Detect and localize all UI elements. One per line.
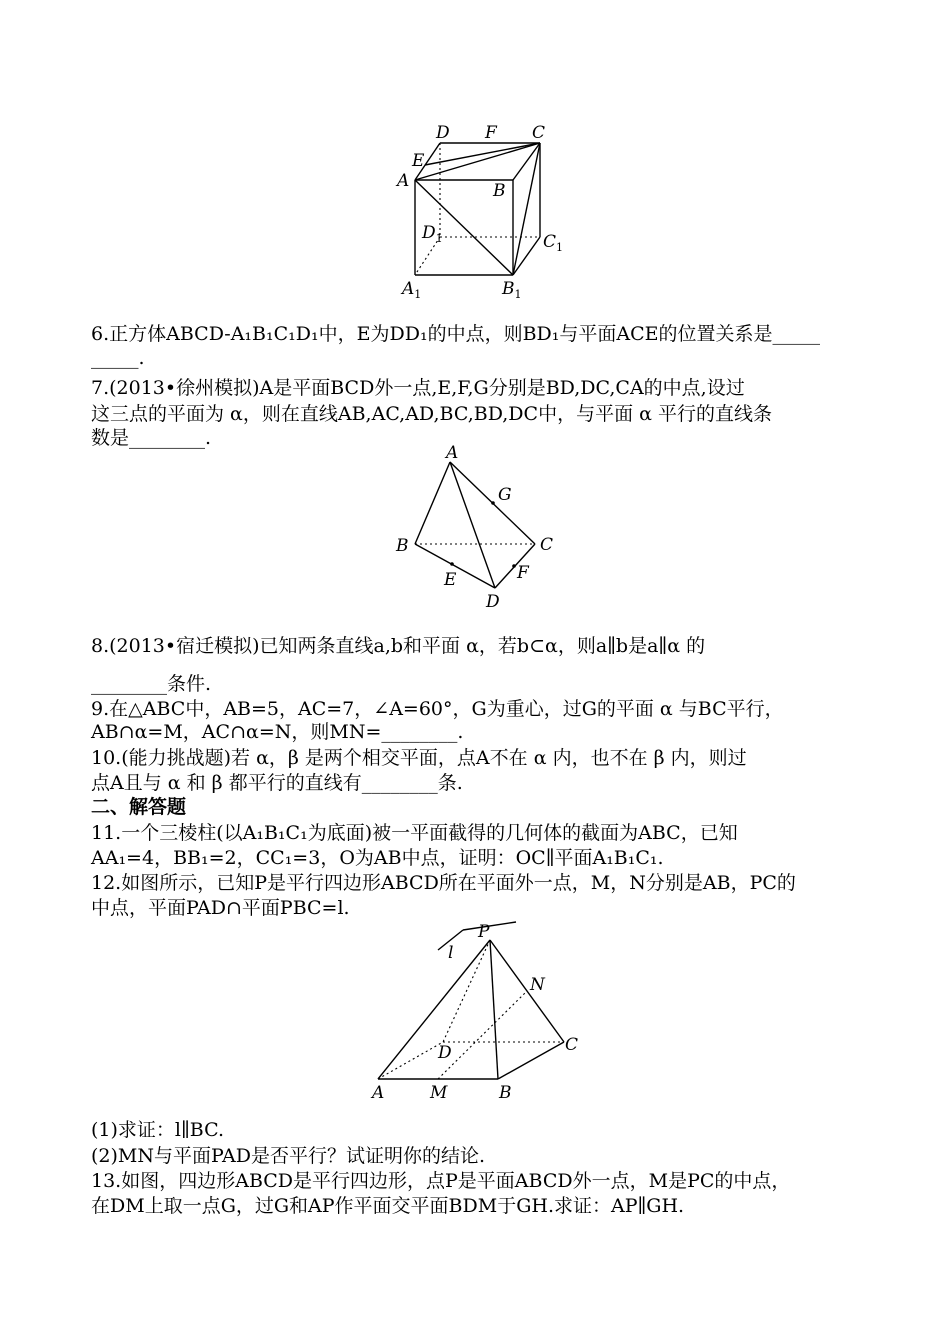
tetra-label-F: F bbox=[517, 563, 529, 583]
question-8-line-2: ________条件. bbox=[91, 673, 212, 695]
question-12-part-1: (1)求证：l∥BC. bbox=[91, 1119, 224, 1141]
question-9-line-1: 9.在△ABC中，AB=5，AC=7，∠A=60°，G为重心，过G的平面 α 与BC平行， bbox=[91, 698, 784, 720]
question-7-line-1: 7.(2013•徐州模拟)A是平面BCD外一点,E,F,G分别是BD,DC,CA的中点,设过 bbox=[91, 377, 745, 399]
tetra-label-E: E bbox=[444, 570, 457, 590]
tetra-label-A: A bbox=[446, 443, 459, 463]
question-7-line-3: 数是________. bbox=[91, 427, 212, 449]
question-11-line-2: AA₁=4，BB₁=2，CC₁=3，O为AB中点，证明：OC∥平面A₁B₁C₁. bbox=[91, 847, 664, 869]
pyramid-label-M: M bbox=[430, 1083, 448, 1103]
question-11-line-1: 11.一个三棱柱(以A₁B₁C₁为底面)被一平面截得的几何体的截面为ABC，已知 bbox=[91, 822, 738, 844]
cube-label-C1: $C_1$ bbox=[543, 232, 564, 254]
pyramid-label-l: l bbox=[448, 943, 454, 963]
question-6-line-1: 6.正方体ABCD-A₁B₁C₁D₁中，E为DD₁的中点，则BD₁与平面ACE的位置关系是_____ bbox=[91, 323, 821, 345]
pyramid-label-C: C bbox=[565, 1035, 579, 1055]
question-12-line-2: 中点，平面PAD∩平面PBC=l. bbox=[91, 897, 350, 919]
question-13-line-2: 在DM上取一点G，过G和AP作平面交平面BDM于GH.求证：AP∥GH. bbox=[91, 1195, 685, 1217]
question-7-line-2: 这三点的平面为 α，则在直线AB,AC,AD,BC,BD,DC中，与平面 α 平行的直线条 bbox=[91, 403, 772, 425]
pyramid-figure bbox=[368, 920, 583, 1105]
tetra-label-B: B bbox=[396, 536, 409, 556]
tetra-label-D: D bbox=[486, 592, 500, 610]
tetra-label-G: G bbox=[498, 485, 512, 505]
question-6-line-2: _____. bbox=[91, 347, 145, 369]
cube-diagram bbox=[380, 120, 580, 305]
cube-figure bbox=[380, 120, 580, 305]
pyramid-label-N: N bbox=[530, 975, 545, 995]
question-9-line-2: AB∩α=M，AC∩α=N，则MN=________. bbox=[91, 721, 464, 743]
cube-label-F: F bbox=[485, 123, 497, 143]
pyramid-label-A: A bbox=[372, 1083, 385, 1103]
question-10-line-1: 10.(能力挑战题)若 α，β 是两个相交平面，点A不在 α 内，也不在 β 内，则过 bbox=[91, 747, 747, 769]
cube-label-B1: $B_1$ bbox=[502, 279, 522, 301]
tetrahedron-diagram bbox=[390, 440, 570, 610]
cube-label-D1: $D_1$ bbox=[422, 223, 443, 245]
cube-label-A: A bbox=[397, 171, 410, 191]
question-10-line-2: 点A且与 α 和 β 都平行的直线有________条. bbox=[91, 772, 463, 794]
cube-label-E: E bbox=[412, 151, 425, 171]
pyramid-diagram bbox=[368, 920, 583, 1105]
pyramid-label-B: B bbox=[499, 1083, 512, 1103]
cube-label-D: D bbox=[436, 123, 450, 143]
question-12-part-2: (2)MN与平面PAD是否平行？试证明你的结论. bbox=[91, 1145, 486, 1167]
cube-label-C: C bbox=[532, 123, 546, 143]
section-heading-answers: 二、解答题 bbox=[91, 796, 187, 818]
cube-label-B: B bbox=[493, 181, 506, 201]
pyramid-label-D: D bbox=[438, 1043, 452, 1063]
tetra-label-C: C bbox=[540, 535, 554, 555]
question-13-line-1: 13.如图，四边形ABCD是平行四边形，点P是平面ABCD外一点，M是PC的中点， bbox=[91, 1170, 791, 1192]
pyramid-label-P: P bbox=[478, 922, 490, 942]
tetrahedron-figure bbox=[390, 440, 570, 610]
cube-label-A1: $A_1$ bbox=[402, 279, 422, 301]
question-8-line-1: 8.(2013•宿迁模拟)已知两条直线a,b和平面 α，若b⊂α，则a∥b是a∥α 的 bbox=[91, 635, 706, 657]
question-12-line-1: 12.如图所示，已知P是平行四边形ABCD所在平面外一点，M，N分别是AB，PC的 bbox=[91, 872, 796, 894]
